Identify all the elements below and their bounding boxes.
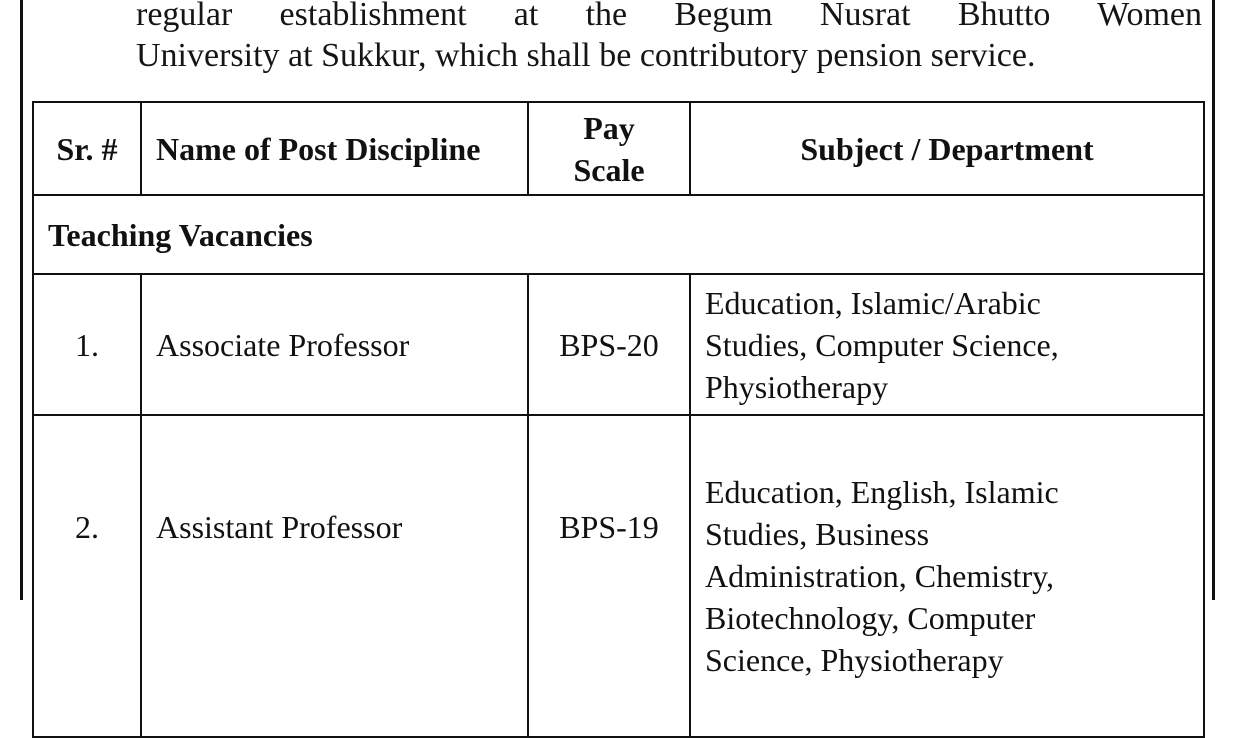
subject-line: Studies, Business <box>705 516 930 552</box>
row-post-name: Assistant Professor <box>141 415 528 737</box>
header-pay-line-2: Scale <box>573 151 645 188</box>
page-border-left <box>20 0 23 600</box>
intro-line-1: regular establishment at the Begum Nusrat Bhutto Women <box>136 0 1202 33</box>
header-subject-department: Subject / Department <box>690 102 1204 195</box>
table-header-row <box>33 102 1204 195</box>
row-subject <box>690 415 1204 737</box>
row-sr: 2. <box>33 415 141 737</box>
row-subject <box>690 274 1204 415</box>
subject-line: Physiotherapy <box>705 368 889 405</box>
row-post-name: Associate Professor <box>141 274 528 415</box>
section-title: Teaching Vacancies <box>33 195 1204 274</box>
header-sr: Sr. # <box>33 102 141 195</box>
subject-line: Science, Physiotherapy <box>705 642 1004 678</box>
header-pay-scale <box>528 102 690 195</box>
subject-line: Education, English, Islamic <box>705 474 1059 510</box>
vacancies-table <box>32 101 1205 738</box>
header-pay-line-1: Pay <box>583 109 635 146</box>
row-pay-scale: BPS-19 <box>528 415 690 737</box>
section-row <box>33 195 1204 274</box>
subject-line: Education, Islamic/Arabic <box>705 284 1041 321</box>
row-pay-scale: BPS-20 <box>528 274 690 415</box>
intro-paragraph <box>136 0 1202 76</box>
table-row <box>33 274 1204 415</box>
subject-line: Administration, Chemistry, <box>705 558 1055 594</box>
table-row <box>33 415 1204 737</box>
intro-line-2: University at Sukkur, which shall be contributory pension service. <box>136 37 1036 74</box>
subject-line: Studies, Computer Science, <box>705 326 1059 363</box>
page-border-right <box>1212 0 1215 600</box>
header-post-name: Name of Post Discipline <box>141 102 528 195</box>
subject-line: Biotechnology, Computer <box>705 600 1036 636</box>
row-sr: 1. <box>33 274 141 415</box>
